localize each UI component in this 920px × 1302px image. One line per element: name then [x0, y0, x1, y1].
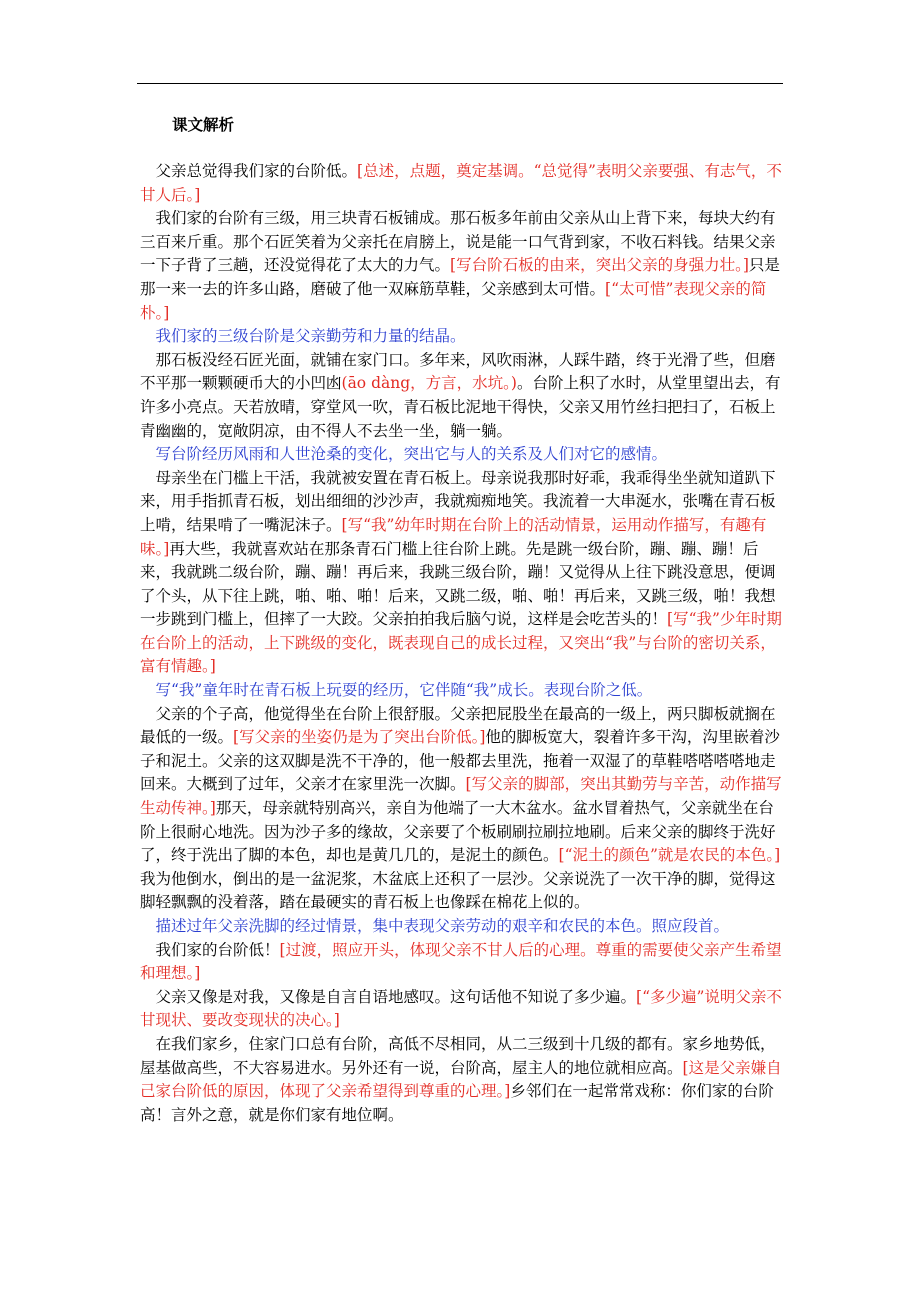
body-text: 那天，母亲就特别高兴，亲自为他端了一大木盆水。盆水冒着热气，父亲就坐在台阶上很耐心地洗。因为沙子多的缘故，父亲要了个板刷刷拉刷拉地刷。后来父亲的脚终于洗好了，终于洗出了脚的本色，却也是黄几几的，是泥土的颜色。 [140, 799, 776, 865]
annotation-text: [“多少遍”说明父亲不甘现状、要改变现状的决心。] [140, 987, 782, 1030]
annotation-text: (āo dàng，方言，水坑。) [341, 374, 517, 393]
section-title: 课文解析 [172, 115, 235, 134]
paragraph [140, 160, 785, 207]
body-text: 我们家的台阶低！ [140, 940, 280, 959]
paragraph [140, 679, 785, 703]
body-text: 我们家的台阶有三级，用三块青石板铺成。那石板多年前由父亲从山上背下来，每块大约有三百来斤重。那个石匠笑着为父亲托在肩膀上，说是能一口气背到家，不收石料钱。结果父亲一下子背了三趟，还没觉得花了太大的力气。 [140, 209, 776, 275]
body-text: 在我们家乡，住家门口总有台阶，高低不尽相同，从二三级到十几级的都有。家乡地势低，屋基做高些，不大容易进水。另外还有一说，台阶高，屋主人的地位就相应高。 [140, 1034, 776, 1077]
paragraph [140, 207, 785, 325]
paragraph [140, 349, 785, 443]
paragraph [140, 443, 785, 467]
header-rule [137, 83, 783, 84]
body-text: 只是那一来一去的许多山路，磨破了他一双麻筋草鞋，父亲感到太可惜。 [140, 256, 780, 298]
summary-text: 描述过年父亲洗脚的经过情景，集中表现父亲劳动的艰辛和农民的本色。照应段首。 [140, 917, 730, 935]
paragraph [140, 939, 785, 986]
body-text: 那石板没经石匠光面，就铺在家门口。多年来，风吹雨淋，人踩牛踏，终于光滑了些，但磨不平那一颗颗硬币大的小凹凼 [140, 350, 776, 393]
annotation-text: [写台阶石板的由来，突出父亲的身强力壮。] [450, 256, 749, 275]
paragraph [140, 986, 785, 1033]
annotation-text: [写“我”幼年时期在台阶上的活动情景，运用动作描写，有趣有味。] [140, 515, 767, 558]
summary-text: 我们家的三级台阶是父亲勤劳和力量的结晶。 [140, 327, 466, 346]
annotation-text: [过渡，照应开头，体现父亲不甘人后的心理。尊重的需要使父亲产生希望和理想。] [140, 940, 782, 983]
annotation-text: [写父亲的脚部，突出其勤劳与辛苦，动作描写生动传神。] [140, 775, 782, 818]
paragraph [140, 325, 785, 349]
paragraph [140, 467, 785, 679]
annotation-text: [写父亲的坐姿仍是为了突出台阶低。] [233, 728, 486, 747]
paragraph [140, 703, 785, 915]
annotation-text: [写“我”少年时期在台阶上的活动，上下跳级的变化，既表现自己的成长过程，又突出“我”与台阶的密切关系，富有情趣。] [140, 610, 782, 676]
annotation-text: [“太可惜”表现父亲的简朴。] [140, 279, 767, 322]
body-text: 父亲总觉得我们家的台阶低。 [140, 162, 358, 180]
body-text: 父亲的个子高，他觉得坐在台阶上很舒服。父亲把屁股坐在最高的一级上，两只脚板就搁在最低的一级。 [140, 704, 776, 747]
body-text: 乡邻们在一起常常戏称：你们家的台阶高！言外之意，就是你们家有地位啊。 [140, 1082, 774, 1124]
body-text: 母亲坐在门槛上干活，我就被安置在青石板上。母亲说我那时好乖，我乖得坐坐就知道趴下来，用手指抓青石板，划出细细的沙沙声，我就痴痴地笑。我流着一大串涎水，张嘴在青石板上啃，结果啃了一嘴泥沫子。 [140, 468, 776, 534]
body-text: 他的脚板宽大，裂着许多干沟，沟里嵌着沙子和泥土。父亲的这双脚是洗不干净的，他一般都去里洗，拖着一双湿了的草鞋嗒嗒嗒嗒地走回来。大概到了过年，父亲才在家里洗一次脚。 [140, 728, 780, 794]
annotation-text: [“泥土的颜色”就是农民的本色。] [558, 846, 781, 865]
annotation-text: [总述，点题，奠定基调。“总觉得”表明父亲要强、有志气，不甘人后。] [140, 162, 782, 204]
body-text: 我为他倒水，倒出的是一盆泥浆，木盆底上还积了一层沙。父亲说洗了一次干净的脚，觉得这脚轻飘飘的没着落，踏在最硬实的青石板上也像踩在棉花上似的。 [140, 869, 776, 912]
summary-text: 写“我”童年时在青石板上玩耍的经历，它伴随“我”成长。表现台阶之低。 [140, 681, 653, 700]
paragraph [140, 915, 785, 939]
body-text: 再大些，我就喜欢站在那条青石门槛上往台阶上跳。先是跳一级台阶，蹦、蹦、蹦！后来，我就跳二级台阶，蹦、蹦！再后来，我跳三级台阶，蹦！又觉得从上往下跳没意思，便调了个头，从下往上跳，啪、啪、啪！后来，又跳二级，啪、啪！再后来，又跳三级，啪！我想一步跳到门槛上，但摔了一大跤。父亲拍拍我后脑勺说，这样是会吃苦头的！ [140, 539, 776, 629]
summary-text: 写台阶经历风雨和人世沧桑的变化，突出它与人的关系及人们对它的感情。 [140, 445, 668, 464]
annotation-text: [这是父亲嫌自己家台阶低的原因，体现了父亲希望得到尊重的心理。] [140, 1058, 782, 1101]
body-text: 父亲又像是对我，又像是自言自语地感叹。这句话他不知说了多少遍。 [140, 987, 637, 1006]
body-text: 。台阶上积了水时，从堂里望出去，有许多小亮点。天若放晴，穿堂风一吹，青石板比泥地干得快，父亲又用竹丝扫把扫了，石板上青幽幽的，宽敞阴凉，由不得人不去坐一坐，躺一躺。 [140, 374, 781, 440]
paragraph [140, 1033, 785, 1127]
article-body [140, 160, 785, 1127]
